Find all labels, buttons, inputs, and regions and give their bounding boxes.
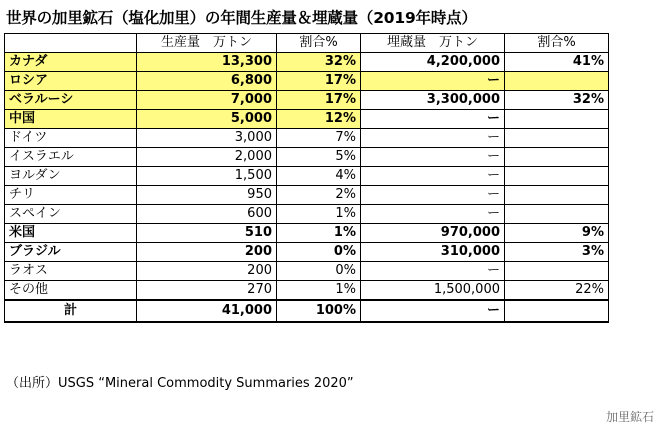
production-cell: 3,000: [137, 129, 277, 148]
table-row: [5, 281, 609, 301]
table-row: [5, 205, 609, 224]
country-cell: ヨルダン: [5, 167, 137, 186]
production-cell: 2,000: [137, 148, 277, 167]
reserves-cell: 970,000: [361, 224, 505, 243]
header-cell-production-share: 割合%: [277, 34, 361, 53]
production-share-cell: 12%: [277, 110, 361, 129]
country-cell: ベラルーシ: [5, 91, 137, 110]
country-cell: チリ: [5, 186, 137, 205]
table-row: [5, 53, 609, 72]
reserves-cell: 310,000: [361, 243, 505, 262]
production-cell: 600: [137, 205, 277, 224]
production-cell: 200: [137, 262, 277, 281]
table-header-row: [5, 34, 609, 53]
header-cell-country: [5, 34, 137, 53]
reserves-cell: ー: [361, 72, 505, 91]
production-share-cell: 32%: [277, 53, 361, 72]
reserves-cell: ー: [361, 205, 505, 224]
production-share-cell: 0%: [277, 262, 361, 281]
table-row: [5, 129, 609, 148]
table-row: [5, 167, 609, 186]
production-share-cell: 5%: [277, 148, 361, 167]
country-cell: 米国: [5, 224, 137, 243]
production-share-cell: 4%: [277, 167, 361, 186]
production-share-cell: 0%: [277, 243, 361, 262]
production-cell: 1,500: [137, 167, 277, 186]
reserves-share-cell: 41%: [505, 53, 609, 72]
watermark: 加里鉱石: [605, 410, 654, 424]
reserves-cell: 3,300,000: [361, 91, 505, 110]
production-cell: 5,000: [137, 110, 277, 129]
reserves-share-cell: 9%: [505, 224, 609, 243]
table-row: [5, 72, 609, 91]
reserves-share-cell: [505, 186, 609, 205]
total-production-cell: 41,000: [137, 300, 277, 322]
country-cell: ブラジル: [5, 243, 137, 262]
source-note: （出所）USGS “Mineral Commodity Summaries 2020”: [6, 376, 354, 391]
header-cell-reserves: 埋蔵量 万トン: [361, 34, 505, 53]
total-reserves-cell: ー: [361, 300, 505, 322]
production-share-cell: 17%: [277, 72, 361, 91]
reserves-cell: ー: [361, 129, 505, 148]
production-share-cell: 1%: [277, 224, 361, 243]
reserves-cell: ー: [361, 110, 505, 129]
country-cell: ドイツ: [5, 129, 137, 148]
reserves-share-cell: 22%: [505, 281, 609, 301]
table-row: [5, 224, 609, 243]
production-share-cell: 1%: [277, 281, 361, 301]
total-reserves-share-cell: [505, 300, 609, 322]
reserves-cell: ー: [361, 148, 505, 167]
table-row: [5, 148, 609, 167]
table-row: [5, 243, 609, 262]
page-title: 世界の加里鉱石（塩化加里）の年間生産量＆埋蔵量（2019年時点）: [6, 9, 477, 27]
potash-table: [4, 33, 609, 323]
reserves-share-cell: [505, 167, 609, 186]
reserves-cell: ー: [361, 186, 505, 205]
reserves-share-cell: 3%: [505, 243, 609, 262]
production-share-cell: 7%: [277, 129, 361, 148]
table-row: [5, 91, 609, 110]
production-share-cell: 17%: [277, 91, 361, 110]
reserves-cell: ー: [361, 262, 505, 281]
total-row: [5, 300, 609, 322]
country-cell: イスラエル: [5, 148, 137, 167]
table-row: [5, 110, 609, 129]
reserves-share-cell: [505, 148, 609, 167]
total-label-cell: 計: [5, 300, 137, 322]
reserves-share-cell: [505, 72, 609, 91]
reserves-cell: ー: [361, 167, 505, 186]
total-production-share-cell: 100%: [277, 300, 361, 322]
reserves-cell: 1,500,000: [361, 281, 505, 301]
table-row: [5, 262, 609, 281]
production-cell: 7,000: [137, 91, 277, 110]
production-cell: 510: [137, 224, 277, 243]
reserves-share-cell: 32%: [505, 91, 609, 110]
production-share-cell: 1%: [277, 205, 361, 224]
country-cell: カナダ: [5, 53, 137, 72]
country-cell: ラオス: [5, 262, 137, 281]
production-cell: 950: [137, 186, 277, 205]
country-cell: スペイン: [5, 205, 137, 224]
reserves-share-cell: [505, 205, 609, 224]
country-cell: ロシア: [5, 72, 137, 91]
reserves-cell: 4,200,000: [361, 53, 505, 72]
header-cell-production: 生産量 万トン: [137, 34, 277, 53]
header-cell-reserves-share: 割合%: [505, 34, 609, 53]
country-cell: その他: [5, 281, 137, 301]
production-cell: 270: [137, 281, 277, 301]
production-cell: 200: [137, 243, 277, 262]
country-cell: 中国: [5, 110, 137, 129]
reserves-share-cell: [505, 262, 609, 281]
production-cell: 13,300: [137, 53, 277, 72]
production-cell: 6,800: [137, 72, 277, 91]
production-share-cell: 2%: [277, 186, 361, 205]
reserves-share-cell: [505, 110, 609, 129]
reserves-share-cell: [505, 129, 609, 148]
table-row: [5, 186, 609, 205]
